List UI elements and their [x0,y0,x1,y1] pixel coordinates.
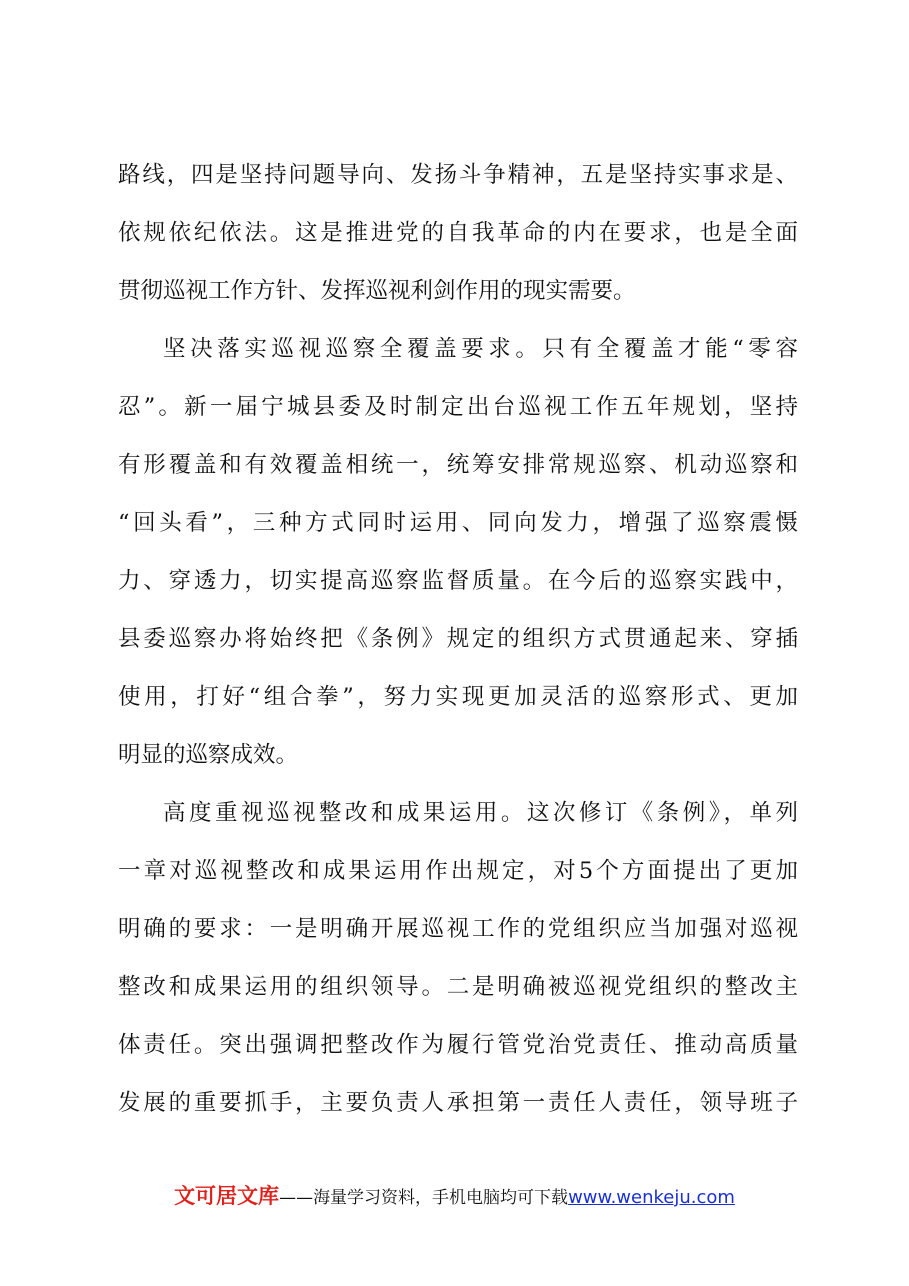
text-line: 整改和成果运用的组织领导。二是明确被巡视党组织的整改主 [118,974,798,1000]
footer-slogan: ——海量学习资料，手机电脑均可下载 [279,1188,569,1208]
text-line: 明确的要求：一是明确开展巡视工作的党组织应当加强对巡视 [118,916,798,942]
text-line: 坚决落实巡视巡察全覆盖要求。只有全覆盖才能“零容 [163,336,798,362]
paragraph-3 [118,784,798,1132]
text-line: 力、穿透力，切实提高巡察监督质量。在今后的巡察实践中， [118,568,798,594]
footer-brand: 文可居文库 [174,1184,280,1208]
text-line: 路线，四是坚持问题导向、发扬斗争精神，五是坚持实事求是、 [118,162,798,188]
text-line: 使用，打好“组合拳”，努力实现更加灵活的巡察形式、更加 [118,684,798,710]
document-body [118,146,798,1132]
text-line: 有形覆盖和有效覆盖相统一，统筹安排常规巡察、机动巡察和 [118,452,798,478]
text-line: “回头看”，三种方式同时运用、同向发力，增强了巡察震慑 [118,510,798,536]
text-line: 一章对巡视整改和成果运用作出规定，对5个方面提出了更加 [118,858,798,884]
text-line: 忍”。新一届宁城县委及时制定出台巡视工作五年规划，坚持 [118,394,798,420]
text-line: 高度重视巡视整改和成果运用。这次修订《条例》，单列 [163,800,798,826]
text-line: 发展的重要抓手，主要负责人承担第一责任人责任，领导班子 [118,1090,798,1116]
paragraph-2 [118,320,798,784]
text-line: 明显的巡察成效。 [118,742,299,768]
footer-site-link[interactable]: www.wenkeju.com [568,1187,735,1208]
text-line: 体责任。突出强调把整改作为履行管党治党责任、推动高质量 [118,1032,798,1058]
text-line: 贯彻巡视工作方针、发挥巡视利剑作用的现实需要。 [118,278,636,304]
text-line: 依规依纪依法。这是推进党的自我革命的内在要求，也是全面 [118,220,798,246]
page-footer [0,1180,909,1214]
text-line: 县委巡察办将始终把《条例》规定的组织方式贯通起来、穿插 [118,626,798,652]
paragraph-1 [118,146,798,320]
